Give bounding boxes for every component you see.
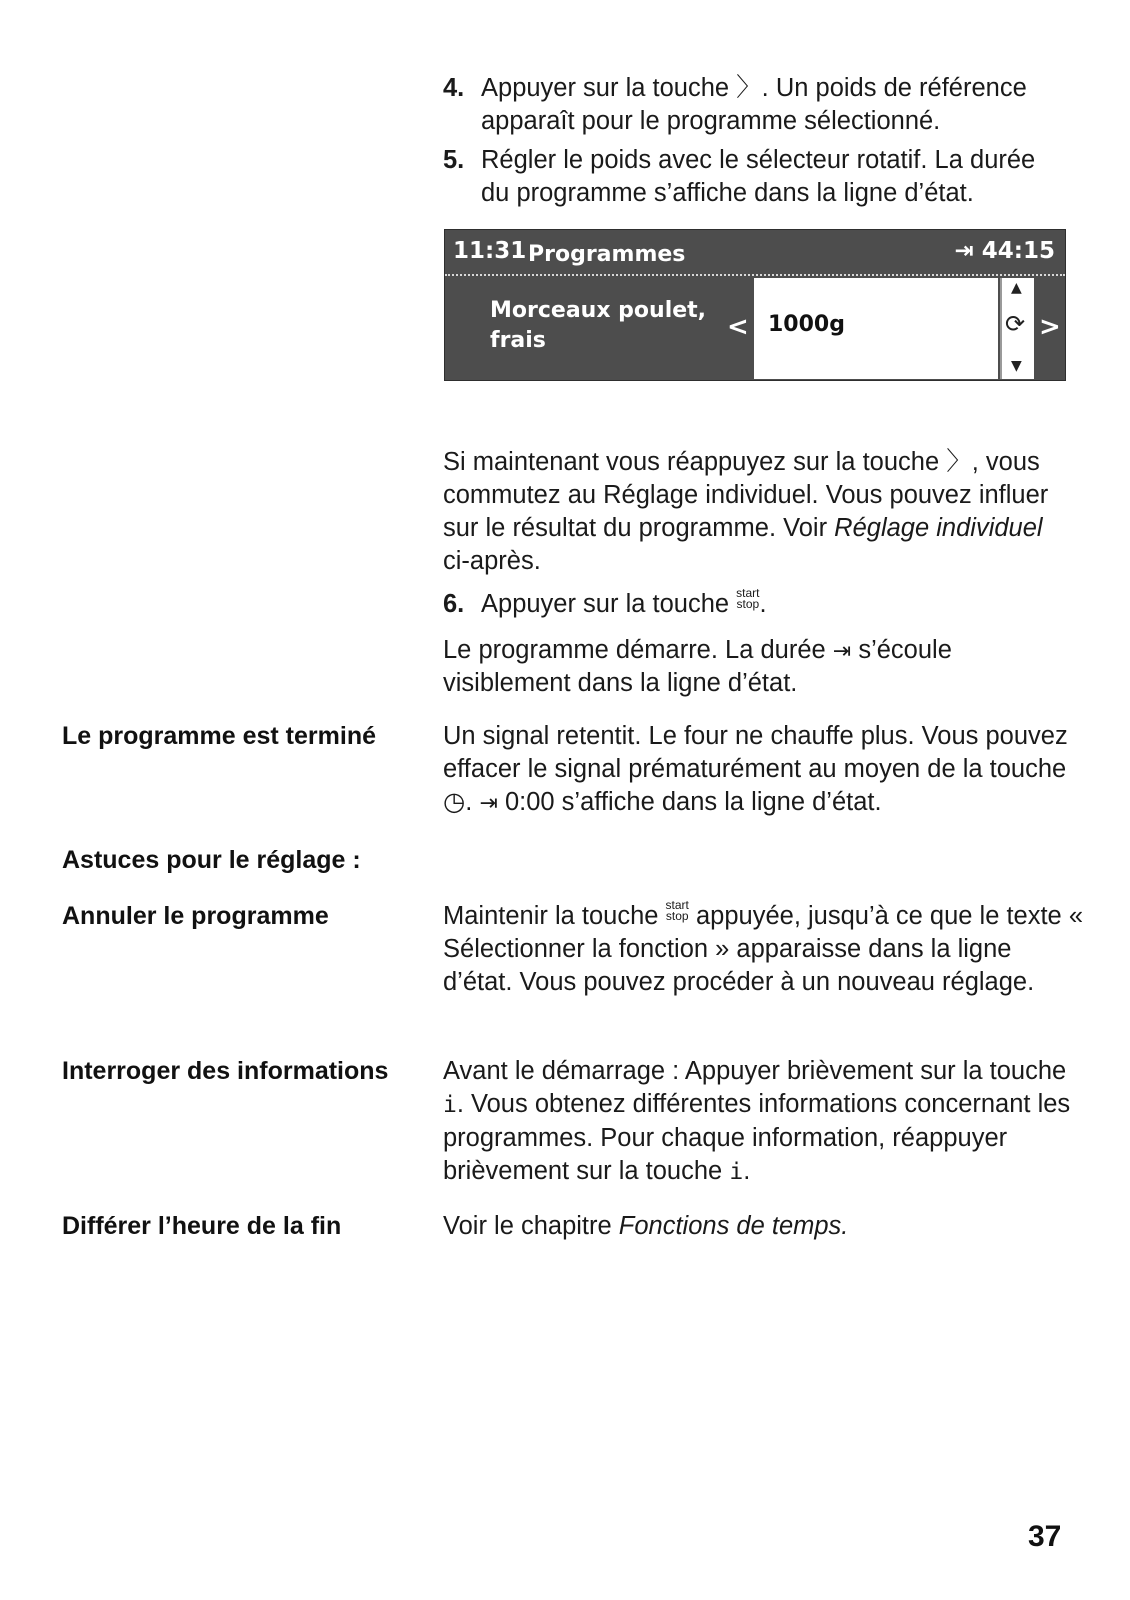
- finished-heading: Le programme est terminé: [62, 722, 376, 750]
- text-part: .: [465, 788, 480, 816]
- display-title: Programmes: [528, 242, 686, 267]
- text-part: .: [743, 1157, 751, 1185]
- arrow-right-icon: 〉: [946, 448, 972, 476]
- text-part: , vous commutez au Réglage individuel. Vous pouvez influer sur le résultat du programme. Voir: [443, 448, 1049, 542]
- text-part: 0:00 s’affiche dans la ligne d’état.: [497, 788, 882, 816]
- tips-heading: Astuces pour le réglage :: [62, 846, 361, 874]
- cancel-paragraph: [443, 900, 1083, 999]
- text-part: Avant le démarrage : Appuyer brièvement sur la touche: [443, 1057, 1067, 1085]
- start-stop-icon: [666, 900, 689, 922]
- defer-heading: Différer l’heure de la fin: [62, 1212, 342, 1240]
- clock-time: 11:31: [453, 238, 527, 264]
- arrow-up-icon[interactable]: ▲: [1011, 280, 1022, 296]
- step-text-part: du programme s’affiche dans la ligne d’état.: [481, 179, 974, 207]
- program-name: [490, 296, 720, 356]
- program-name-line: frais: [490, 328, 546, 353]
- step-6: [443, 588, 1083, 627]
- text-part: Un signal retentit. Le four ne chauffe plus. Vous pouvez effacer le signal prématurément au moyen de la touche: [443, 722, 1068, 783]
- weight-value-box[interactable]: [754, 278, 998, 379]
- reference-link-text: Réglage individuel: [834, 514, 1043, 542]
- clock-icon: ◷: [443, 788, 466, 816]
- oven-display-panel: [444, 229, 1066, 381]
- arrow-down-icon[interactable]: ▼: [1011, 358, 1022, 374]
- text-part: Voir le chapitre: [443, 1212, 619, 1240]
- step-text-part: . Un poids de référence: [761, 74, 1027, 102]
- duration-icon: ⇥: [479, 790, 498, 815]
- steps-list: [443, 72, 1083, 216]
- arrow-right-icon: 〉: [736, 74, 762, 102]
- stop-label: stop: [736, 597, 760, 611]
- start-label: start: [665, 898, 689, 912]
- info-icon: i: [443, 1092, 457, 1118]
- cancel-heading: Annuler le programme: [62, 902, 329, 930]
- step-text: [481, 72, 1083, 138]
- chevron-right-icon[interactable]: >: [1039, 312, 1061, 342]
- refresh-icon: ⟳: [1005, 310, 1026, 338]
- step-text: [481, 588, 1083, 621]
- text-part: Appuyer sur la touche: [481, 590, 737, 618]
- start-stop-icon: [736, 588, 759, 610]
- defer-paragraph: [443, 1210, 1083, 1243]
- value-scrollbar[interactable]: [1000, 278, 1034, 379]
- program-start-paragraph: [443, 634, 1083, 700]
- duration-icon: ⇥: [954, 238, 974, 264]
- text-part: Le programme démarre. La durée: [443, 636, 833, 664]
- duration-readout: [954, 238, 1055, 264]
- text-part: . Vous obtenez différentes informations concernant les programmes. Pour chaque information, réappuyer brièvement sur la touche: [443, 1090, 1071, 1185]
- step-6-row: [443, 588, 1083, 621]
- info-paragraph: [443, 1055, 1083, 1189]
- step-number: 6.: [443, 590, 465, 618]
- info-heading: Interroger des informations: [62, 1057, 389, 1085]
- chevron-left-icon[interactable]: <: [727, 312, 749, 342]
- finished-paragraph: [443, 720, 1083, 819]
- text-part: ci-après.: [443, 547, 541, 575]
- text-part: s’écoule visiblement dans la ligne d’état.: [443, 636, 952, 697]
- individual-setting-paragraph: [443, 446, 1083, 578]
- weight-value: 1000g: [768, 312, 845, 337]
- start-label: start: [736, 586, 760, 600]
- step-number: 4.: [443, 74, 465, 102]
- text-part: appuyée, jusqu’à ce que le texte « Sélectionner la fonction » apparaisse dans la ligne d’état. Vous pouvez procéder à un nouveau réglage.: [443, 902, 1084, 996]
- step-5: [443, 144, 1083, 210]
- step-4: [443, 72, 1083, 138]
- step-text: [481, 144, 1083, 210]
- program-name-line: Morceaux poulet,: [490, 298, 707, 323]
- text-part: .: [759, 590, 767, 618]
- status-divider: [445, 274, 1065, 276]
- text-part: Si maintenant vous réappuyez sur la touche: [443, 448, 947, 476]
- reference-link-text: Fonctions de temps.: [618, 1212, 849, 1240]
- status-line: [445, 230, 1065, 275]
- page-number: 37: [1028, 1520, 1062, 1553]
- step-number: 5.: [443, 146, 465, 174]
- step-text-part: apparaît pour le programme sélectionné.: [481, 107, 941, 135]
- text-part: Maintenir la touche: [443, 902, 666, 930]
- step-text-part: Appuyer sur la touche: [481, 74, 737, 102]
- duration-icon: ⇥: [832, 638, 852, 663]
- info-icon: i: [729, 1159, 744, 1185]
- step-text-part: Régler le poids avec le sélecteur rotatif. La durée: [481, 146, 1036, 174]
- stop-label: stop: [665, 909, 689, 923]
- duration-value: 44:15: [981, 238, 1055, 264]
